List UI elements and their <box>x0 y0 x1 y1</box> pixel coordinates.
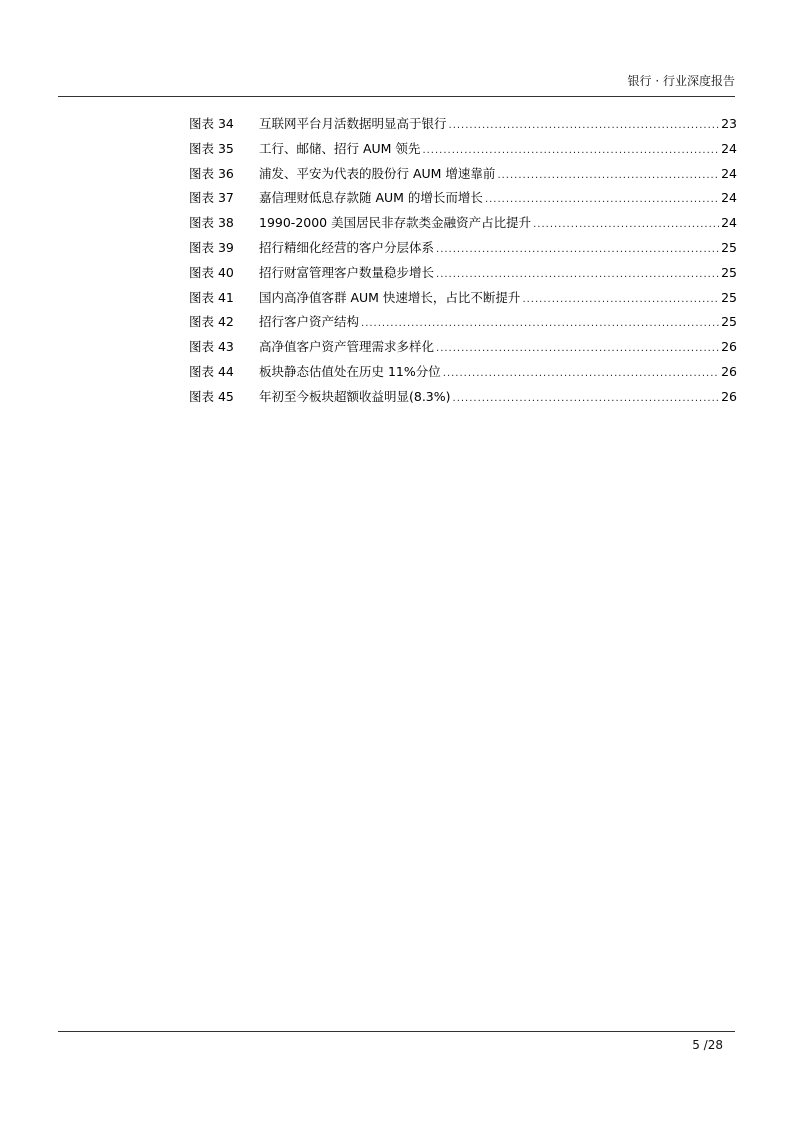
toc-entry[interactable] <box>189 264 737 289</box>
toc-dot-leader <box>361 315 719 333</box>
toc-entry-title: 招行客户资产结构 <box>259 314 360 330</box>
toc-entry-label: 图表 39 <box>189 239 234 255</box>
toc-entry-page: 24 <box>721 140 737 156</box>
toc-entry-page: 24 <box>721 190 737 206</box>
toc-entry-label: 图表 40 <box>189 264 234 280</box>
toc-entry-page: 26 <box>721 388 737 404</box>
toc-entry-title: 浦发、平安为代表的股份行 AUM 增速靠前 <box>259 165 496 181</box>
toc-entry[interactable] <box>189 189 737 214</box>
toc-entry-page: 25 <box>721 264 737 280</box>
toc-entry-label: 图表 45 <box>189 388 234 404</box>
toc-entry-label: 图表 34 <box>189 116 234 131</box>
toc-entry[interactable] <box>189 165 737 190</box>
toc-entry-label: 图表 41 <box>189 289 234 305</box>
toc-entry[interactable] <box>189 239 737 264</box>
toc-entry-page: 25 <box>721 289 737 305</box>
figure-index-list <box>189 115 737 413</box>
toc-entry-page: 25 <box>721 314 737 330</box>
toc-entry-page: 24 <box>721 165 737 181</box>
toc-dot-leader <box>485 191 719 209</box>
toc-entry-label: 图表 44 <box>189 363 234 379</box>
toc-dot-leader <box>522 291 719 309</box>
toc-dot-leader <box>436 241 719 259</box>
toc-entry-title: 互联网平台月活数据明显高于银行 <box>259 116 447 131</box>
toc-entry-title: 板块静态估值处在历史 11%分位 <box>259 363 441 379</box>
toc-entry-label: 图表 35 <box>189 140 234 156</box>
toc-dot-leader <box>422 142 719 160</box>
toc-entry-title: 招行财富管理客户数量稳步增长 <box>259 264 435 280</box>
toc-entry-page: 26 <box>721 363 737 379</box>
header-divider <box>58 96 735 97</box>
toc-entry-title: 国内高净值客群 AUM 快速增长，占比不断提升 <box>259 289 521 305</box>
footer-divider <box>58 1031 735 1032</box>
toc-dot-leader <box>436 266 719 284</box>
toc-dot-leader <box>497 167 719 185</box>
page-number: 5 /28 <box>692 1038 723 1052</box>
toc-entry-label: 图表 36 <box>189 165 234 181</box>
toc-dot-leader <box>443 365 719 383</box>
toc-entry-title: 嘉信理财低息存款随 AUM 的增长而增长 <box>259 190 483 206</box>
report-header-title: 银行 · 行业深度报告 <box>627 74 735 88</box>
toc-entry[interactable] <box>189 388 737 413</box>
toc-entry-page: 24 <box>721 215 737 231</box>
toc-entry-title: 招行精细化经营的客户分层体系 <box>259 239 435 255</box>
toc-entry-label: 图表 37 <box>189 190 234 206</box>
toc-entry[interactable] <box>189 214 737 239</box>
toc-entry[interactable] <box>189 338 737 363</box>
toc-entry[interactable] <box>189 140 737 165</box>
toc-entry-title: 工行、邮储、招行 AUM 领先 <box>259 140 421 156</box>
toc-entry[interactable] <box>189 313 737 338</box>
toc-dot-leader <box>533 216 719 234</box>
toc-entry-title: 高净值客户资产管理需求多样化 <box>259 339 435 355</box>
toc-entry-page: 26 <box>721 339 737 355</box>
toc-dot-leader <box>436 340 719 358</box>
toc-entry[interactable] <box>189 289 737 314</box>
toc-dot-leader <box>449 117 719 135</box>
toc-entry-title: 年初至今板块超额收益明显(8.3%) <box>259 388 451 404</box>
toc-entry-title: 1990-2000 美国居民非存款类金融资产占比提升 <box>259 215 532 231</box>
toc-entry-page: 23 <box>721 116 737 131</box>
toc-entry-page: 25 <box>721 239 737 255</box>
toc-dot-leader <box>453 390 719 408</box>
toc-entry[interactable] <box>189 115 737 140</box>
toc-entry[interactable] <box>189 363 737 388</box>
toc-entry-label: 图表 43 <box>189 339 234 355</box>
toc-entry-label: 图表 38 <box>189 215 234 231</box>
toc-entry-label: 图表 42 <box>189 314 234 330</box>
